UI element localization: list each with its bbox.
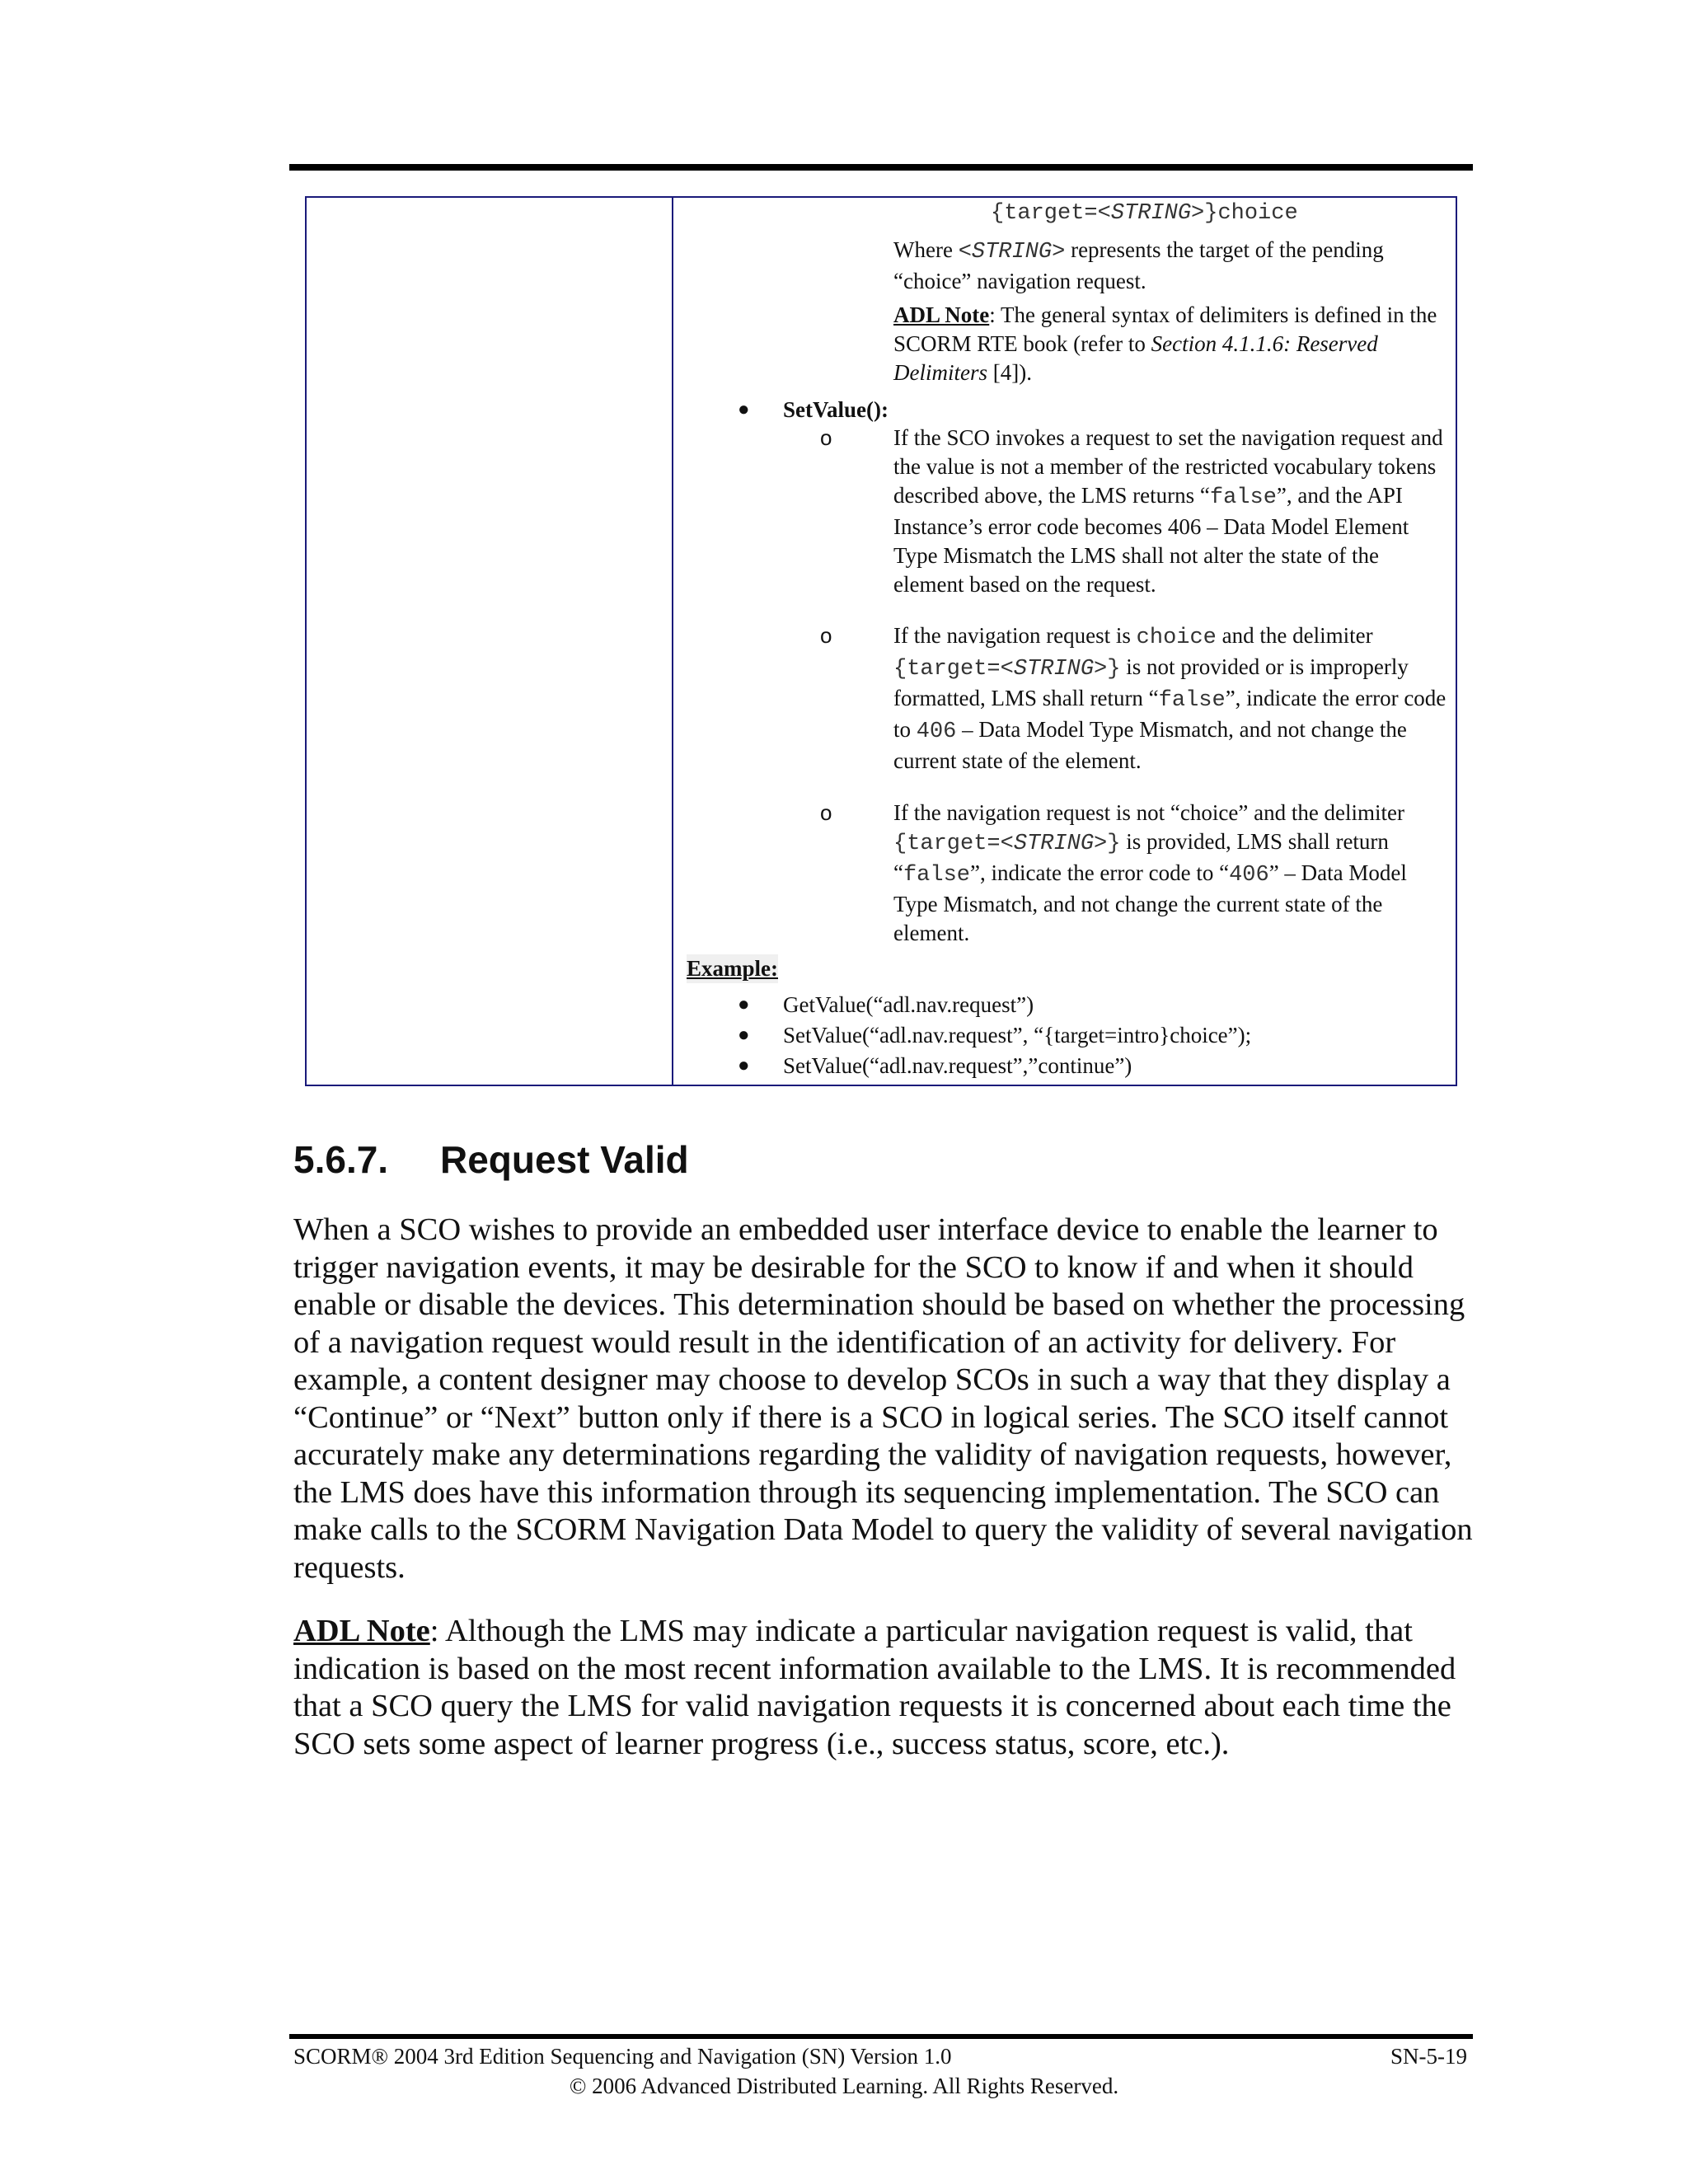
body-note-label: ADL Note (293, 1614, 430, 1648)
bullet-icon: ● (738, 1055, 750, 1076)
setvalue-item-2-delim-pre: {target=< (893, 657, 1014, 682)
setvalue-heading: SetValue(): (783, 397, 889, 422)
adl-note-paragraph (893, 301, 1454, 387)
setvalue-item-2-c: is not provided or is improperly formatted, LMS shall return “ (893, 654, 1409, 710)
setvalue-item-2 (893, 621, 1454, 776)
where-rest: represents the target of the pending “choice” navigation request. (893, 237, 1384, 293)
setvalue-item-2-delim-post: >} (1094, 657, 1121, 682)
setvalue-item-3-b: is provided, LMS shall return “ (893, 829, 1389, 885)
choice-format-line (991, 199, 1298, 228)
setvalue-item-3-code-false: false (903, 863, 970, 888)
section-title: Request Valid (440, 1138, 689, 1181)
setvalue-item-2-b: and the delimiter (1216, 623, 1373, 648)
adl-note-reference: Section 4.1.1.6: Reserved Delimiters (893, 331, 1378, 385)
adl-note-reference-end: [4]). (987, 360, 1032, 385)
choice-format-pre: {target=< (991, 201, 1111, 226)
setvalue-item-3-code-406: 406 (1229, 863, 1269, 888)
footer-title: SCORM® 2004 3rd Edition Sequencing and Navigation (SN) Version 1.0 (293, 2044, 952, 2069)
definition-table (305, 196, 1457, 1086)
setvalue-item-1 (893, 424, 1454, 599)
example-item: SetValue(“adl.nav.request”,”continue”) (783, 1053, 1132, 1078)
setvalue-item-1-text: If the SCO invokes a request to set the navigation request and the value is not a member of the restricted vocabulary tokens described above, the LMS returns “ (893, 425, 1443, 508)
body-note-text: : Although the LMS may indicate a particular navigation request is valid, that indication is based on the most recent information available to the LMS. It is recommended that a SCO query the LMS for valid navigation requests it is concerned about each time the SCO sets some aspect of learner progress (i.e., success status, score, etc.). (293, 1614, 1456, 1761)
body-paragraph: When a SCO wishes to provide an embedded user interface device to enable the learner to trigger navigation events, it may be desirable for the SCO to know if and when it should enable or disable the devices. This determination should be based on whether the processing of a navigation request would result in the identification of an activity for delivery. For example, a content designer may choose to develop SCOs in such a way that they display a “Continue” or “Next” button only if there is a SCO in logical series. The SCO itself cannot accurately make any determinations regarding the validity of navigation requests, however, the LMS does have this information through its sequencing implementation. The SCO can make calls to the SCORM Navigation Data Model to query the validity of several navigation requests. (293, 1212, 1473, 1585)
setvalue-item-3-c: ”, indicate the error code to “ (970, 860, 1230, 885)
setvalue-item-3-delim-pre: {target=< (893, 832, 1014, 856)
header-rule (289, 164, 1473, 171)
example-item: GetValue(“adl.nav.request”) (783, 992, 1034, 1017)
choice-format-string: STRING (1110, 201, 1192, 226)
sub-bullet-icon: o (820, 425, 832, 450)
setvalue-item-2-e: – Data Model Type Mismatch, and not change the current state of the element. (893, 717, 1407, 773)
bullet-icon: ● (738, 1024, 750, 1046)
adl-note-text: : The general syntax of delimiters is defined in the SCORM RTE book (refer to (893, 302, 1437, 356)
page-number: SN-5-19 (1390, 2044, 1467, 2069)
section-heading (293, 1137, 689, 1182)
setvalue-item-3-delim-post: >} (1094, 832, 1121, 856)
setvalue-item-2-delim-string: STRING (1013, 657, 1095, 682)
sub-bullet-icon: o (820, 623, 832, 648)
bullet-icon: ● (738, 994, 750, 1015)
setvalue-item-2-d: ”, indicate the error code to (893, 686, 1447, 742)
setvalue-item-3-a: If the navigation request is not “choice” and the delimiter (893, 800, 1405, 825)
example-item: SetValue(“adl.nav.request”, “{target=intro}choice”); (783, 1023, 1252, 1047)
where-placeholder: <STRING> (958, 240, 1066, 265)
setvalue-item-3-delim-string: STRING (1013, 832, 1095, 856)
example-label: Example: (687, 954, 778, 983)
setvalue-item-2-code-406: 406 (916, 719, 957, 744)
choice-format-post: >}choice (1191, 201, 1298, 226)
adl-note-body-paragraph (293, 1613, 1480, 1763)
setvalue-item-1-code: false (1209, 485, 1277, 510)
setvalue-item-2-a: If the navigation request is (893, 623, 1137, 648)
setvalue-item-2-code-choice: choice (1136, 626, 1217, 650)
bullet-icon: ● (738, 399, 750, 420)
where-lead: Where (893, 237, 959, 262)
setvalue-item-3 (893, 799, 1454, 948)
where-paragraph (893, 236, 1454, 296)
footer-rule (289, 2034, 1473, 2039)
table-description-cell (673, 198, 1456, 1085)
footer-copyright: © 2006 Advanced Distributed Learning. All Rights Reserved. (569, 2074, 1119, 2098)
section-number: 5.6.7. (293, 1138, 389, 1181)
sub-bullet-icon: o (820, 800, 832, 825)
adl-note-label: ADL Note (893, 302, 990, 327)
setvalue-item-1-end: ”, and the API Instance’s error code becomes 406 – Data Model Element Type Mismatch the LMS shall not alter the state of the element based on the request. (893, 483, 1409, 597)
setvalue-item-2-code-false: false (1158, 688, 1226, 713)
setvalue-item-3-d: ” – Data Model Type Mismatch, and not change the current state of the element. (893, 860, 1407, 945)
